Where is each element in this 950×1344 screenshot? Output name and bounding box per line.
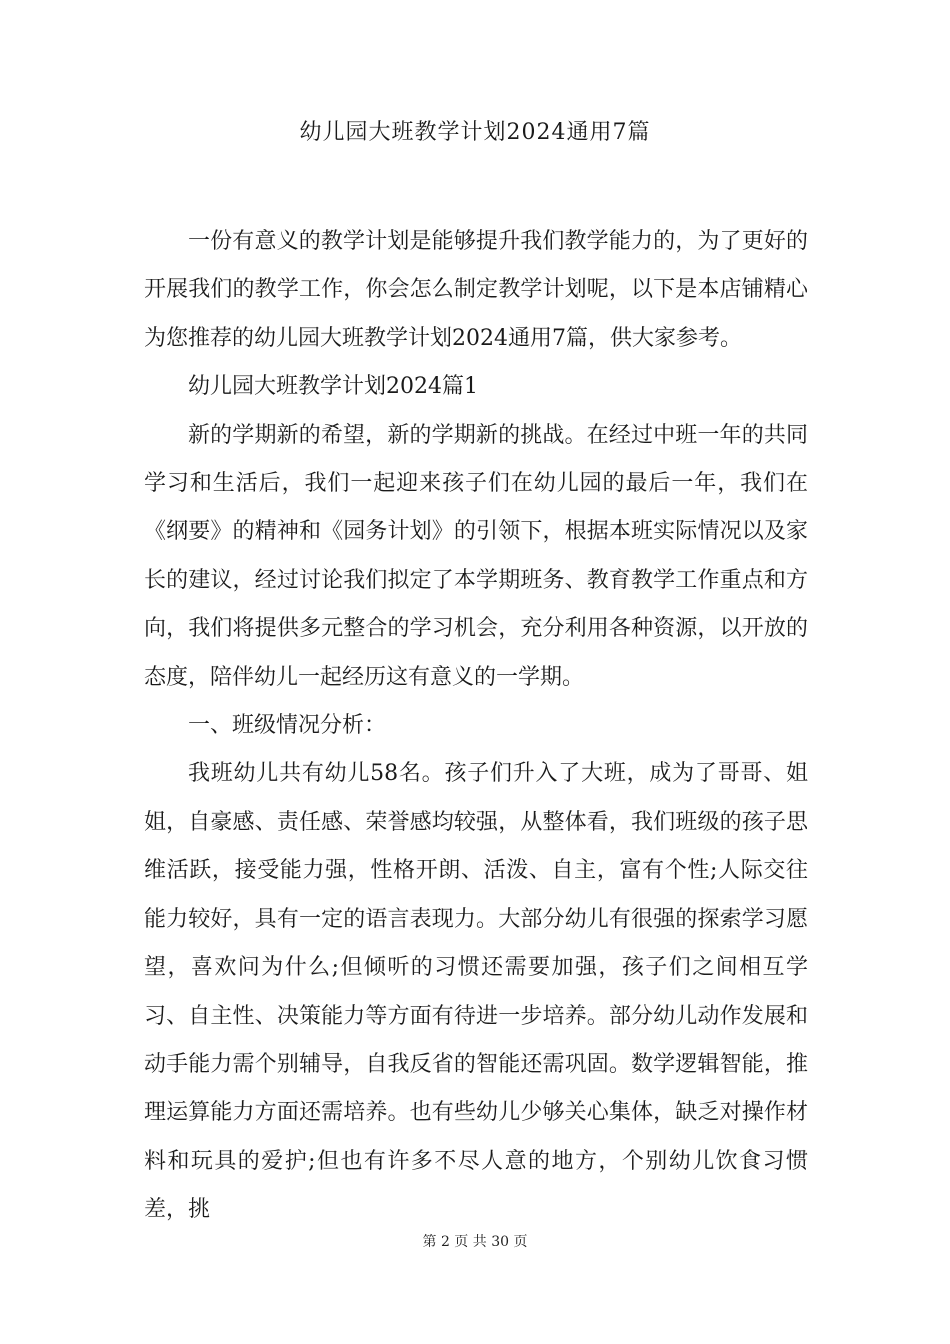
document-body [144, 218, 808, 1235]
intro-paragraph: 一份有意义的教学计划是能够提升我们教学能力的，为了更好的开展我们的教学工作，你会怎么制定教学计划呢，以下是本店铺精心为您推荐的幼儿园大班教学计划2024通用7篇，供大家参考。 [144, 229, 808, 351]
body-paragraph: 新的学期新的希望，新的学期新的挑战。在经过中班一年的共同学习和生活后，我们一起迎来孩子们在幼儿园的最后一年，我们在《纲要》的精神和《园务计划》的引领下，根据本班实际情况以及家长的建议，经过讨论我们拟定了本学期班务、教育教学工作重点和方向，我们将提供多元整合的学习机会，充分利用各种资源，以开放的态度，陪伴幼儿一起经历这有意义的一学期。 [144, 422, 808, 690]
page-number-footer: 第 2 页 共 30 页 [422, 1234, 528, 1250]
body-paragraph: 我班幼儿共有幼儿58名。孩子们升入了大班，成为了哥哥、姐姐，自豪感、责任感、荣誉感均较强，从整体看，我们班级的孩子思维活跃，接受能力强，性格开朗、活泼、自主，富有个性;人际交往能力较好，具有一定的语言表现力。大部分幼儿有很强的探索学习愿望，喜欢问为什么;但倾听的习惯还需要加强，孩子们之间相互学习、自主性、决策能力等方面有待进一步培养。部分幼儿动作发展和动手能力需个别辅导，自我反省的智能还需巩固。数学逻辑智能，推理运算能力方面还需培养。也有些幼儿少够关心集体，缺乏对操作材料和玩具的爱护;但也有许多不尽人意的地方，个别幼儿饮食习惯差，挑 [144, 761, 808, 1223]
subsection-heading: 一、班级情况分析： [188, 713, 387, 739]
section-heading: 幼儿园大班教学计划2024篇1 [188, 374, 478, 400]
document-title: 幼儿园大班教学计划2024通用7篇 [299, 120, 651, 145]
